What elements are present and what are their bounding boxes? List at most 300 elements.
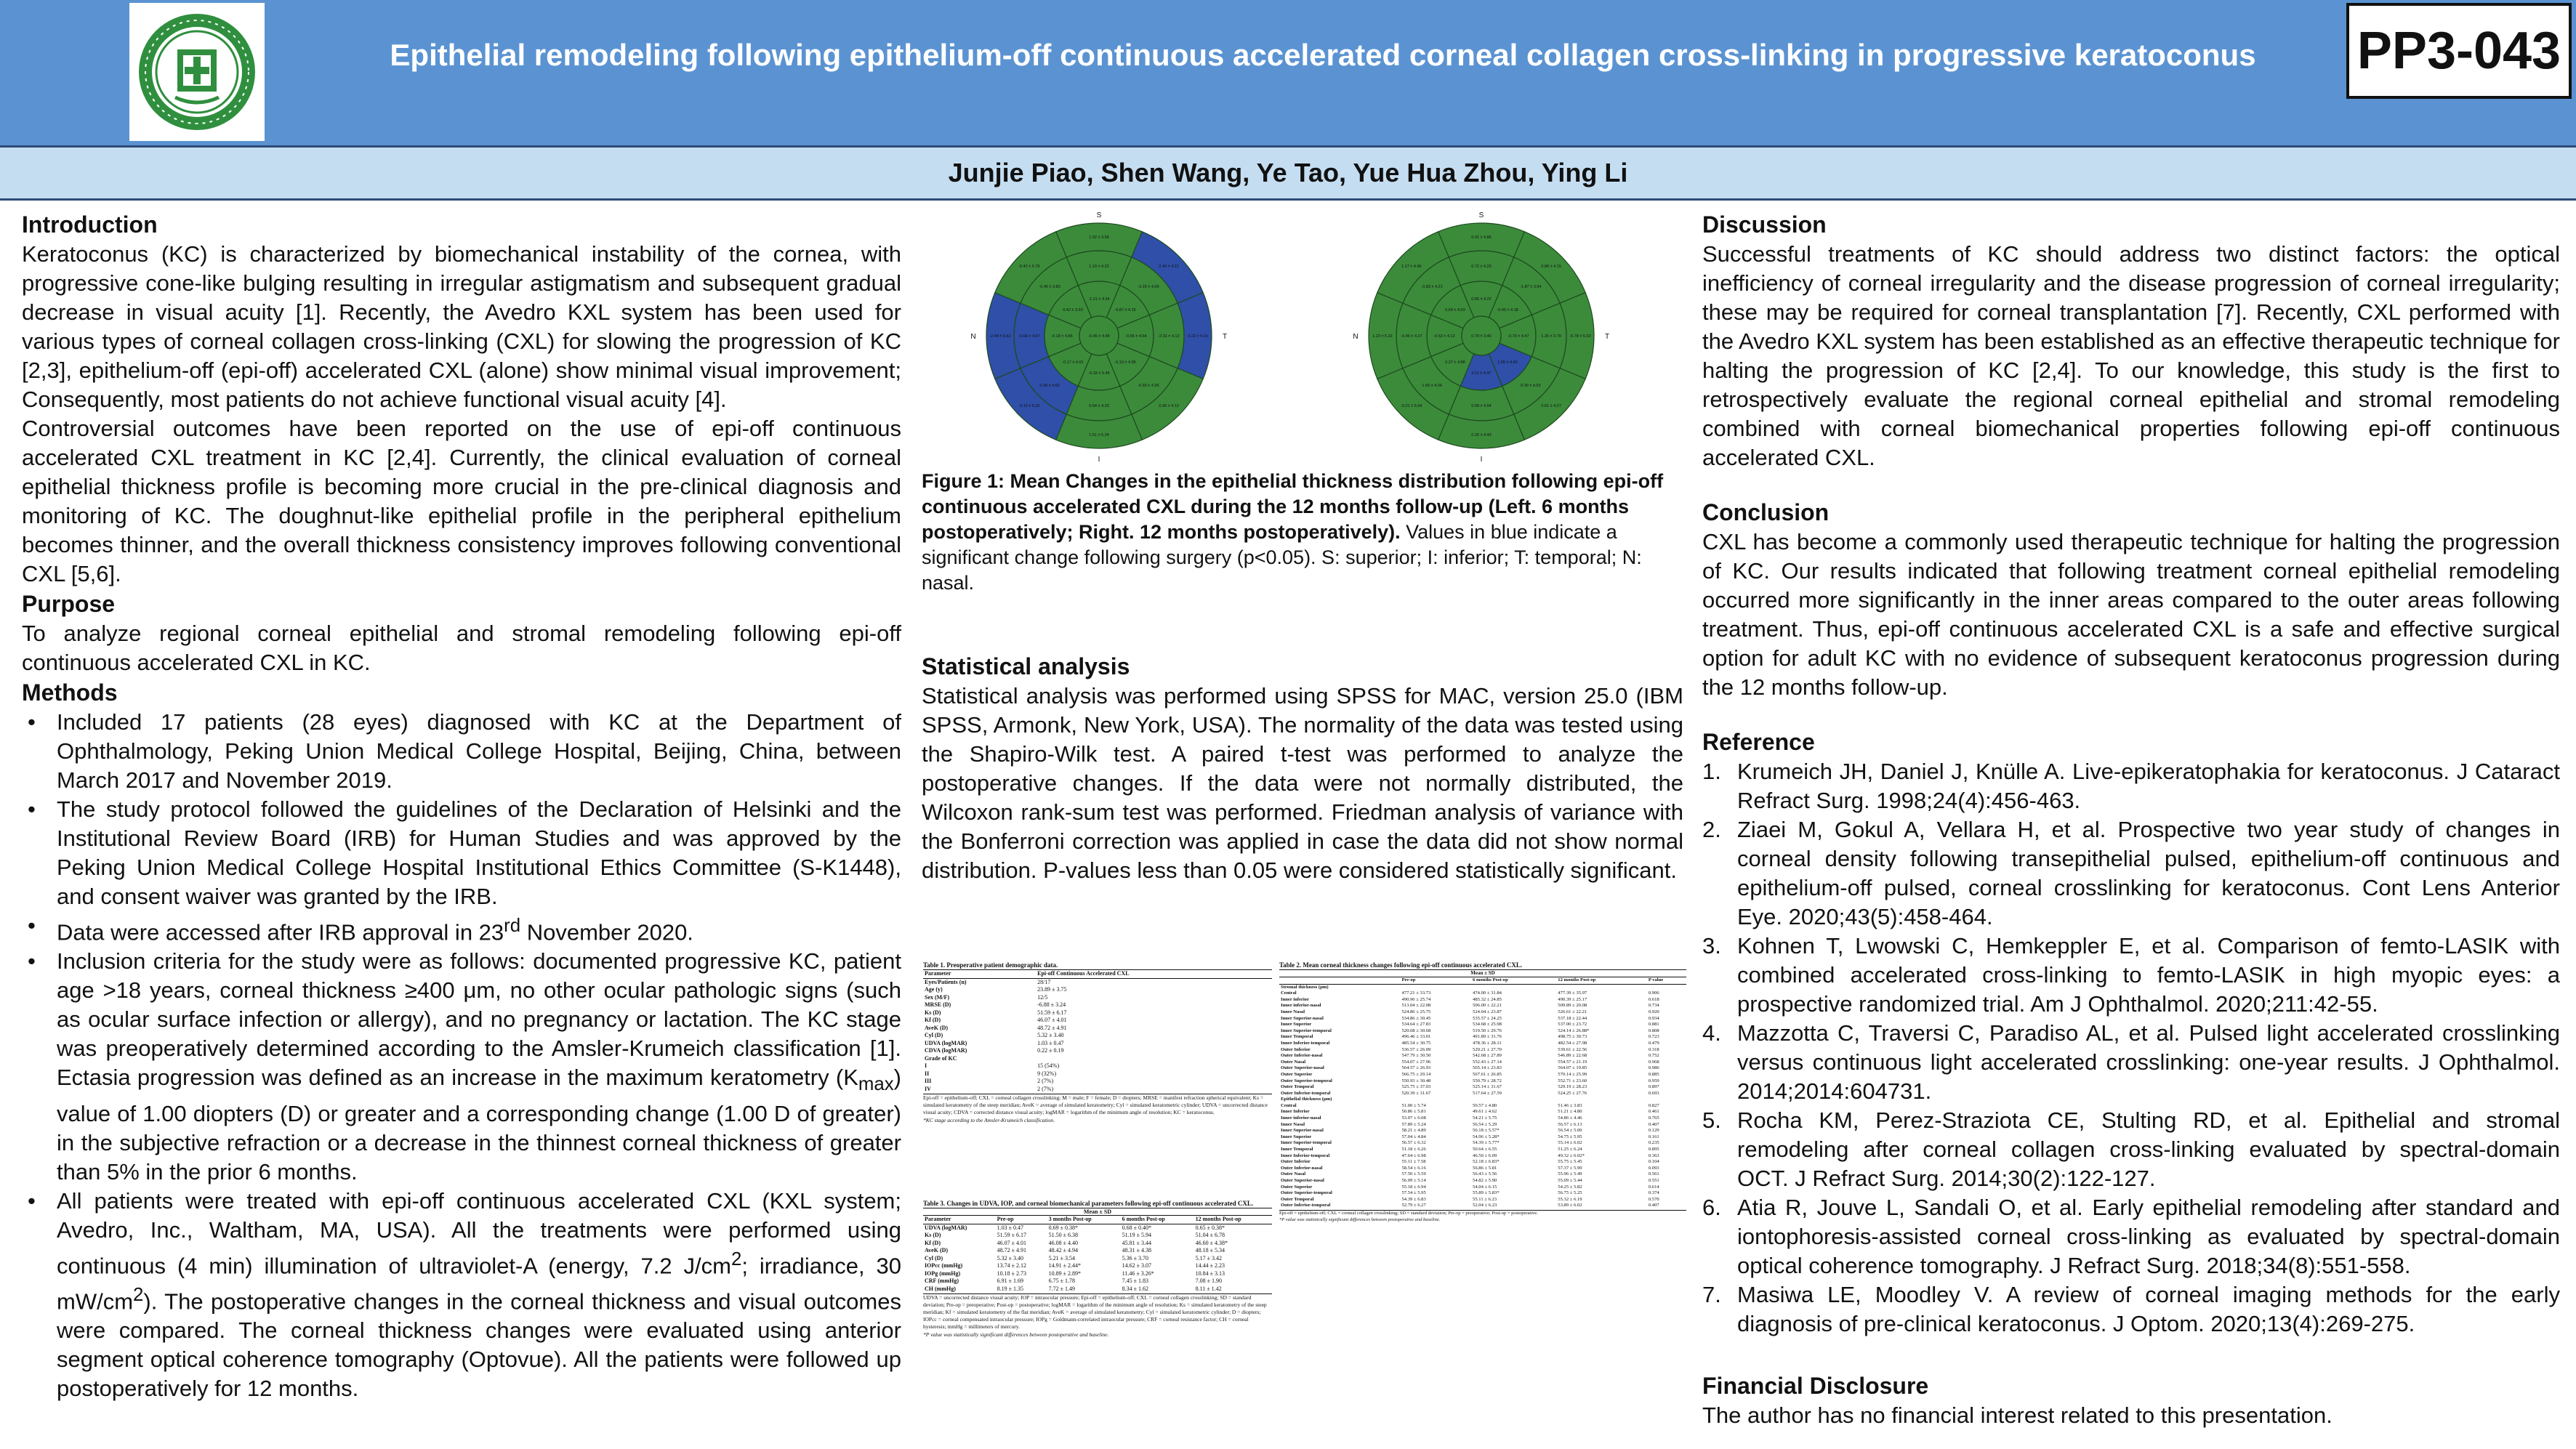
- table-2-section-row: [1279, 1097, 1686, 1103]
- table-2-cell: 546.89 ± 22.68: [1558, 1053, 1587, 1059]
- table-2-cell: 534.86 ± 30.45: [1401, 1015, 1431, 1021]
- table-2-cell: 0.129: [1648, 1128, 1659, 1134]
- map-6-months-sector-value: -0.33 ± 5.49: [1088, 371, 1110, 376]
- table-1-row: [923, 1032, 1272, 1040]
- table-2-cell: 0.986: [1648, 1065, 1659, 1071]
- map-6-months-center-value: -0.45 ± 4.48: [1088, 334, 1110, 339]
- left-column: [22, 209, 901, 1403]
- map-6-months-label-temporal: T: [1222, 333, 1228, 341]
- table-2-row: [1279, 1190, 1686, 1197]
- table-1-cell: 2 (7%): [1037, 1078, 1054, 1084]
- table-2-row: [1279, 1028, 1686, 1035]
- table-2-row: [1279, 990, 1686, 997]
- methods-item-inclusion: [22, 947, 901, 1186]
- table-2-cell: 0.920: [1648, 1009, 1659, 1014]
- table-2-row: [1279, 1203, 1686, 1209]
- table-3-cell: 0.69 ± 0.38*: [1048, 1224, 1079, 1231]
- table-1-cell: 48.72 ± 4.91: [1037, 1024, 1067, 1031]
- table-3-row: [923, 1262, 1272, 1270]
- table-3-cell: IOPg (mmHg): [925, 1270, 961, 1277]
- table-2-cell: 534.68 ± 25.98: [1473, 1022, 1502, 1028]
- table-3-header: 6 months Post-op: [1121, 1216, 1194, 1224]
- map-6-months-sector-value: -0.93 ± 4.35: [1138, 383, 1159, 388]
- table-2-cell: Inner Superior-temporal: [1281, 1140, 1332, 1146]
- table-2-cell: 506.00 ± 22.21: [1473, 1003, 1502, 1009]
- table-2-cell: 567.61 ± 26.85: [1473, 1071, 1502, 1077]
- poster-code: PP3-043: [2346, 3, 2572, 99]
- map-6-months-sector-value: 2.40 ± 4.21: [1159, 264, 1179, 269]
- table-2-cell: Outer Superior-temporal: [1281, 1078, 1332, 1083]
- map-6-months-sector-value: 0.42 ± 3.93: [1063, 307, 1083, 312]
- table-3-cell: 0.68 ± 0.40*: [1122, 1224, 1151, 1231]
- reference-number: 3.: [1702, 933, 1721, 958]
- methods-inclusion-text: Inclusion criteria for the study were as follows: documented progressive KC, patient age >18 years, corneal thickness ≥400 μm, no other ocular pathologic signs (such as ocular surface infection or allergy), and no pregnancy or lactation. The KC stage was preoperatively determined according to the Amsler-Krumeich classification [1]. Ectasia progression was defined as an increase in the maximum keratometry (K: [57, 948, 901, 1091]
- table-2-cell: 56.54 ± 5.00: [1558, 1128, 1582, 1134]
- table-2-header: 12 months Post-op: [1556, 977, 1647, 985]
- table-3-cell: Kf (D): [925, 1239, 941, 1246]
- table-3-cell: IOPcc (mmHg): [925, 1262, 963, 1269]
- financial-heading: Financial Disclosure: [1702, 1373, 1929, 1399]
- table-2-cell: 550.79 ± 28.72: [1473, 1078, 1502, 1083]
- reference-number: 7.: [1702, 1282, 1721, 1307]
- table-2-cell: 554.57 ± 21.19: [1558, 1059, 1587, 1065]
- table-2-cell: Outer Inferior-nasal: [1281, 1053, 1323, 1059]
- table-2-cell: 524.86 ± 25.75: [1401, 1009, 1431, 1014]
- table-2-cell: 55.14 ± 6.02: [1558, 1140, 1582, 1146]
- map-12-months-sector-value: -0.53 ± 4.12: [1433, 334, 1455, 339]
- table-2-cell: 54.21 ± 5.75: [1473, 1115, 1497, 1121]
- map-6-months-sector-value: -0.18 ± 4.86: [1051, 334, 1073, 339]
- map-12-months-sector-value: 0.86 ± 4.15: [1541, 264, 1561, 269]
- table-1-cell: Cyl (D): [925, 1032, 943, 1038]
- table-2-row: [1279, 1009, 1686, 1016]
- reference-text: Kohnen T, Lwowski C, Hemkeppler E, et al. Comparison of femto-LASIK with combined accelerated cross-linking to femto-LASIK in high myopic eyes: a prospective randomized trial. Am J Ophthalmol. 2020;211:42-55.: [1737, 933, 2560, 1017]
- figure-1-caption-bold: Figure 1: Mean Changes in the epithelial thickness distribution following epi-off continuous accelerated CXL during the 12 months follow-up (Left. 6 months postoperatively; Right. 12 months postoperatively).: [922, 470, 1664, 543]
- table-1-cell: II: [925, 1070, 930, 1077]
- conclusion-heading: Conclusion: [1702, 499, 1830, 525]
- table-3-cell: 8.11 ± 1.42: [1195, 1285, 1222, 1292]
- table-3-footnote: UDVA = uncorrected distance visual acuity; IOP = intraocular pressure; Epi-off = epithelium-off; CXL = corneal collagen crosslinking; SD = standard deviation; Pre-op = preoperative; Post-op = postoperative; logMAR = logarithm of the minimum angle of resolution; Ks = simulated keratometry of the steep meridian; Kf = simulated keratometry of the flat meridian; AveK = average of simulated keratometry; Cyl = simulated keratometric cylinder; D = diopters; IOPcc = corneal compensated intraocular pressure; IOPg = Goldmann-correlated intraocular pressure; CRF = corneal resistance factor; CH = corneal hysteresis; mmHg = millimeters of mercury.: [923, 1293, 1272, 1331]
- table-2-cell: 55.11 ± 6.23: [1473, 1196, 1497, 1202]
- map-6-months-sector-value: -1.21 ± 4.34: [1088, 297, 1110, 302]
- table-3-cell: 6.75 ± 1.78: [1048, 1278, 1076, 1284]
- table-2-cell: 517.64 ± 27.59: [1473, 1090, 1502, 1096]
- table-2-cell: Inner inferior-nasal: [1281, 1115, 1321, 1121]
- table-2-cell: 0.808: [1648, 1028, 1659, 1033]
- map-12-months-sector-value: 0.64 ± 4.03: [1445, 307, 1465, 312]
- table-3-cell: 5.21 ± 3.54: [1048, 1254, 1076, 1262]
- table-2-cell: 496.46 ± 33.01: [1401, 1034, 1431, 1040]
- table-2-cell: Inner Superior: [1281, 1134, 1312, 1139]
- table-1-cell: IV: [925, 1085, 931, 1092]
- table-2-cell: 57.50 ± 5.59: [1401, 1171, 1426, 1177]
- table-1-row: [923, 1017, 1272, 1025]
- reference-number: 1.: [1702, 759, 1721, 784]
- map-12-months-sector-value: -0.83 ± 4.21: [1421, 285, 1443, 290]
- table-2-cell: Outer Superior: [1281, 1071, 1313, 1077]
- table-2-body: [1279, 984, 1686, 1209]
- table-2-cell: 52.79 ± 6.27: [1401, 1203, 1426, 1208]
- table-2-cell: 0.618: [1648, 996, 1659, 1002]
- table-2-title: Table 2. Mean corneal thickness changes following epi-off continuous accelerated CXL.: [1279, 961, 1523, 969]
- table-2-cell: 477.39 ± 35.97: [1558, 990, 1587, 996]
- table-2-cell: 0.765: [1648, 1115, 1659, 1121]
- map-6-months-sector-value: -3.19 ± 4.09: [1138, 285, 1159, 290]
- table-2-cell: Outer Inferior-nasal: [1281, 1165, 1323, 1171]
- table-2-cell: Inner Superior-nasal: [1281, 1128, 1324, 1134]
- table-2-cell: 566.75 ± 29.14: [1401, 1071, 1431, 1077]
- map-6-months-sector-value: -0.42 ± 5.79: [1018, 264, 1040, 269]
- table-3-cell: 6.91 ± 1.69: [997, 1278, 1024, 1284]
- table-2-section-row: [1279, 984, 1686, 990]
- financial-text: The author has no financial interest related to this presentation.: [1702, 1402, 2333, 1428]
- table-3-cell: 51.59 ± 6.17: [997, 1232, 1027, 1238]
- table-1-cell: I: [925, 1062, 927, 1069]
- map-6-months-sector-value: 1.51 ± 5.24: [1089, 433, 1109, 437]
- table-2-row: [1279, 1047, 1686, 1054]
- reference-text: Masiwa LE, Moodley V. A review of corneal imaging methods for the early diagnosis of pre-clinical keratoconus. J Optom. 2020;13(4):269-275.: [1737, 1282, 2560, 1336]
- table-2-cell: 50.57 ± 4.80: [1473, 1102, 1497, 1108]
- map-6-months-sector-value: 0.39 ± 4.62: [1039, 383, 1060, 388]
- table-2-header-row: [1279, 977, 1686, 985]
- table-2-header: [1279, 977, 1400, 985]
- table-3-cell: 48.18 ± 5.34: [1195, 1247, 1225, 1254]
- table-2-cell: 537.00 ± 23.72: [1558, 1022, 1587, 1028]
- table-1-cell: 23.89 ± 3.75: [1037, 986, 1067, 993]
- table-2-cell: 54.96 ± 5.28*: [1473, 1134, 1500, 1139]
- table-2-cell: Outer Nasal: [1281, 1171, 1306, 1177]
- table-2-cell: 552.71 ± 23.60: [1558, 1078, 1587, 1083]
- map-12-months-sector-value: 0.85 ± 4.22: [1471, 297, 1492, 302]
- table-3-cell: 10.89 ± 2.89*: [1048, 1270, 1082, 1277]
- table-1-header: Parameter: [923, 970, 1036, 979]
- reference-text: Rocha KM, Perez-Straziota CE, Stulting RD, et al. Epithelial and stromal remodeling after corneal collagen cross-linking evaluated by spectral-domain OCT. J Refract Surg. 2014;30(2):122-127.: [1737, 1107, 2560, 1191]
- table-2-cell: 54.75 ± 5.95: [1558, 1134, 1582, 1139]
- table-2-cell: Inner Nasal: [1281, 1009, 1305, 1014]
- map-12-months-sector-value: -1.87 ± 3.64: [1520, 285, 1542, 290]
- table-3-cell: 11.46 ± 3.26*: [1122, 1270, 1154, 1277]
- table-2-cell: 0.968: [1648, 1059, 1659, 1065]
- table-2-cell: 54.82 ± 5.90: [1473, 1178, 1497, 1183]
- map-6-months-label-superior: S: [1096, 211, 1102, 219]
- table-3-cell: Ks (D): [925, 1232, 941, 1238]
- reference-text: Krumeich JH, Daniel J, Knülle A. Live-epikeratophakia for keratoconus. J Cataract Refract Surg. 1998;24(4):456-463.: [1737, 759, 2560, 813]
- table-2-cell: 534.64 ± 27.83: [1401, 1022, 1431, 1028]
- table-2-cell: 474.00 ± 31.84: [1473, 990, 1502, 996]
- table-2-row: [1279, 1134, 1686, 1141]
- table-2-cell: 482.54 ± 27.98: [1558, 1040, 1587, 1046]
- table-2-cell: 564.07 ± 19.85: [1558, 1065, 1587, 1071]
- table-2: [1279, 961, 1686, 1224]
- table-3: [923, 1199, 1272, 1339]
- table-2-cell: 537.18 ± 22.44: [1558, 1015, 1587, 1021]
- table-3-cell: 7.08 ± 1.90: [1195, 1278, 1222, 1284]
- table-2-group-label: Mean ± SD: [1279, 969, 1686, 977]
- table-1-title: Table 1. Preoperative patient demographic data.: [923, 961, 1058, 969]
- map-12-months-sector-value: 0.27 ± 4.88: [1445, 360, 1465, 366]
- map-12-months-label-nasal: N: [1353, 333, 1359, 341]
- table-2-cell: 55.89 ± 5.83*: [1473, 1190, 1500, 1196]
- table-2-row: [1279, 1166, 1686, 1172]
- table-2-cell: Inner Superior: [1281, 1022, 1312, 1028]
- table-2-cell: 0.235: [1648, 1140, 1659, 1146]
- table-3-cell: CRF (mmHg): [925, 1278, 959, 1284]
- table-2-cell: 519.50 ± 29.76: [1473, 1028, 1502, 1033]
- table-2-cell: 57.04 ± 4.84: [1401, 1134, 1426, 1139]
- table-2-cell: Outer Superior-nasal: [1281, 1178, 1324, 1183]
- table-3-cell: 51.19 ± 5.94: [1122, 1232, 1151, 1238]
- table-2-cell: 525.14 ± 31.67: [1473, 1084, 1502, 1090]
- table-3-row: [923, 1285, 1272, 1293]
- table-2-cell: 524.25 ± 27.76: [1558, 1090, 1587, 1096]
- reference-heading: Reference: [1702, 729, 1815, 755]
- right-column: [1702, 209, 2560, 1430]
- table-2-cell: 498.75 ± 30.73: [1558, 1034, 1587, 1040]
- reference-list: [1702, 757, 2560, 1339]
- table-3-cell: 14.91 ± 2.44*: [1048, 1262, 1082, 1269]
- table-1-body: [923, 978, 1272, 1093]
- table-1-row: [923, 1070, 1272, 1078]
- table-1-row: [923, 1062, 1272, 1070]
- table-2-cell: 0.374: [1648, 1190, 1659, 1196]
- table-2-row: [1279, 1016, 1686, 1022]
- table-2-cell: 51.18 ± 6.26: [1401, 1147, 1426, 1153]
- table-2-cell: 0.318: [1648, 1046, 1659, 1052]
- table-2-row: [1279, 1109, 1686, 1115]
- table-2-cell: Inner Temporal: [1281, 1147, 1313, 1153]
- table-3-header: Parameter: [923, 1216, 996, 1224]
- table-2-row: [1279, 1072, 1686, 1078]
- table-3-cell: 46.60 ± 4.38*: [1195, 1239, 1228, 1246]
- table-1-row: [923, 1040, 1272, 1048]
- table-2-row: [1279, 1003, 1686, 1009]
- table-2-cell: Outer Superior-nasal: [1281, 1065, 1324, 1071]
- table-2-cell: 56.75 ± 5.25: [1558, 1190, 1582, 1196]
- map-12-months-sector-value: 0.25 ± 4.43: [1471, 433, 1492, 437]
- table-3-footnote-2: *P value was statistically significant differences between postoperative and baseline.: [923, 1331, 1109, 1338]
- table-2-cell: Inner Superior-temporal: [1281, 1028, 1332, 1033]
- table-2-cell: 490.96 ± 25.74: [1401, 996, 1431, 1002]
- table-3-cell: 1.03 ± 0.47: [997, 1224, 1024, 1231]
- table-2-cell: 529.21 ± 27.70: [1473, 1046, 1502, 1052]
- methods-treatment-c: ). The postoperative changes in the corneal thickness and visual outcomes were compared. The corneal thickness changes were evaluated using anterior segment optical coherence tomography (Optovue). All the patients were followed up postoperatively for 12 months.: [57, 1288, 901, 1402]
- table-2-row: [1279, 1103, 1686, 1110]
- table-3-cell: 8.34 ± 1.62: [1122, 1285, 1148, 1292]
- table-2-cell: 539.61 ± 22.56: [1558, 1046, 1587, 1052]
- reference-number: 2.: [1702, 817, 1721, 842]
- table-2-header: P value: [1647, 977, 1686, 985]
- reference-item: [1702, 1280, 2560, 1339]
- table-3-cell: 13.74 ± 2.12: [997, 1262, 1027, 1269]
- table-2-row: [1279, 1065, 1686, 1072]
- table-3-cell: UDVA (logMAR): [925, 1224, 967, 1231]
- map-6-months-sector-value: 0.96 ± 4.12: [1159, 404, 1179, 409]
- methods-treatment-sup1: 2: [730, 1248, 742, 1270]
- table-2-cell: 485.54 ± 30.75: [1401, 1040, 1431, 1046]
- methods-inclusion-rest: ) value of 1.00 diopters (D) or greater and a corresponding change (1.00 D of greater) in the subjective refraction or a decrease in the thinnest corneal thickness of greater than 5% in the prior 6 months.: [57, 1065, 901, 1184]
- table-3-header: 12 months Post-op: [1194, 1216, 1272, 1224]
- table-2-cell: 0.551: [1648, 1178, 1659, 1183]
- reference-number: 4.: [1702, 1020, 1721, 1046]
- table-3-cell: 48.31 ± 4.38: [1122, 1247, 1151, 1254]
- table-2-cell: 52.18 ± 6.83*: [1473, 1159, 1500, 1165]
- table-3-cell: 14.44 ± 2.23: [1195, 1262, 1225, 1269]
- table-2-cell: 554.07 ± 27.96: [1401, 1059, 1431, 1065]
- table-2-cell: 565.14 ± 23.83: [1473, 1065, 1502, 1071]
- table-2-cell: 0.906: [1648, 990, 1659, 996]
- table-3-body: [923, 1224, 1272, 1293]
- table-2-cell: Outer Nasal: [1281, 1059, 1306, 1065]
- table-1-cell: 0.22 ± 0.19: [1037, 1047, 1064, 1054]
- purpose-text: To analyze regional corneal epithelial and stromal remodeling following epi-off continuous accelerated CXL in KC.: [22, 621, 901, 675]
- table-3-row: [923, 1247, 1272, 1255]
- table-2-cell: 524.14 ± 26.88*: [1558, 1028, 1590, 1033]
- discussion-heading: Discussion: [1702, 211, 1827, 238]
- purpose-heading: Purpose: [22, 591, 116, 617]
- table-2-cell: Inner inferior: [1281, 996, 1309, 1002]
- map-12-months-sector-value: 1.05 ± 4.42: [1497, 360, 1518, 366]
- table-1-cell: 46.07 ± 4.01: [1037, 1017, 1067, 1023]
- table-2-cell: 0.479: [1648, 1040, 1659, 1046]
- table-2-cell: 478.36 ± 28.11: [1473, 1040, 1502, 1046]
- table-2-cell: 0.885: [1648, 1071, 1659, 1077]
- table-2-cell: 50.64 ± 6.55: [1473, 1147, 1497, 1153]
- table-2-row: [1279, 1091, 1686, 1097]
- table-2-cell: 0.461: [1648, 1109, 1659, 1115]
- introduction-paragraph-1: Keratoconus (KC) is characterized by biomechanical instability of the cornea, with progressive cone-like bulging resulting in irregular astigmatism and subsequent gradual decrease in visual acuity [1]. Recently, the Avedro KXL system has been used for various types of corneal collagen cross-linking (CXL) for slowing the progression of KC [2,3], epithelium-off (epi-off) accelerated CXL (alone) show minimal visual improvement; Consequently, most patients do not achieve functional visual acuity [4].: [22, 241, 901, 412]
- map-6-months-sector-value: 1.10 ± 4.22: [1089, 265, 1109, 269]
- table-2-cell: 570.14 ± 25.99: [1558, 1071, 1587, 1077]
- table-1-cell: 1.03 ± 0.47: [1037, 1039, 1064, 1046]
- table-2-row: [1279, 1153, 1686, 1160]
- map-12-months-label-inferior: I: [1480, 456, 1483, 464]
- map-12-months-center-value: 0.79 ± 3.46: [1471, 334, 1492, 339]
- table-3-grid: [923, 1215, 1272, 1293]
- table-2-cell: 56.09 ± 5.14: [1401, 1178, 1426, 1183]
- table-2-cell: 0.723: [1648, 1034, 1659, 1040]
- table-3-cell: 51.04 ± 6.78: [1195, 1232, 1225, 1238]
- reference-item: [1702, 1106, 2560, 1193]
- table-2-cell: 0.895: [1648, 1147, 1659, 1153]
- table-2-cell: 46.50 ± 6.09: [1473, 1153, 1497, 1158]
- table-2-cell: Outer Inferior-temporal: [1281, 1203, 1331, 1208]
- map-12-months-label-superior: S: [1478, 211, 1484, 219]
- table-2-cell: Outer Superior-temporal: [1281, 1190, 1332, 1196]
- seal-icon: [135, 10, 259, 134]
- table-3-cell: 8.19 ± 1.35: [997, 1285, 1024, 1292]
- map-6-months-sector-value: -0.65 ± 4.64: [1125, 334, 1147, 339]
- table-1-cell: Kf (D): [925, 1017, 941, 1023]
- methods-access-sup: rd: [504, 916, 521, 936]
- table-2-cell: 47.64 ± 6.98: [1401, 1153, 1426, 1158]
- methods-treatment-b: ; irradiance, 30 mW/cm: [57, 1252, 902, 1315]
- table-2-row: [1279, 1022, 1686, 1028]
- table-1-cell: 51.59 ± 6.17: [1037, 1009, 1067, 1016]
- reference-item: [1702, 1193, 2560, 1280]
- table-2-cell: 550.93 ± 30.48: [1401, 1078, 1431, 1083]
- table-2-row: [1279, 1140, 1686, 1147]
- table-2-cell: 0.959: [1648, 1078, 1659, 1083]
- table-2-row: [1279, 1128, 1686, 1134]
- table-1-cell: 5.32 ± 3.40: [1037, 1032, 1064, 1038]
- table-3-cell: 5.36 ± 3.70: [1122, 1254, 1148, 1262]
- table-3-cell: 48.42 ± 4.94: [1048, 1247, 1079, 1254]
- methods-list: [22, 708, 901, 1403]
- table-2-cell: Central: [1281, 990, 1297, 996]
- table-2-cell: 0.093: [1648, 1165, 1659, 1171]
- table-2-row: [1279, 1041, 1686, 1047]
- table-2-cell: 51.00 ± 5.74: [1401, 1102, 1426, 1108]
- table-2-cell: Outer Inferior: [1281, 1159, 1311, 1165]
- table-1-row: [923, 978, 1272, 986]
- table-2-cell: 52.04 ± 6.23: [1473, 1203, 1497, 1208]
- table-2-cell: 0.561: [1648, 1171, 1659, 1177]
- table-2-cell: 54.86 ± 4.46: [1558, 1115, 1582, 1121]
- table-2-cell: Outer Temporal: [1281, 1196, 1314, 1202]
- map-6-months-label-nasal: N: [970, 333, 976, 341]
- table-2-row: [1279, 1078, 1686, 1085]
- table-2-cell: 55.11 ± 7.58: [1401, 1159, 1426, 1165]
- methods-inclusion-sub: max: [858, 1074, 894, 1095]
- table-1-row: [923, 994, 1272, 1002]
- table-1-cell: Age (y): [925, 986, 943, 993]
- table-2-cell: 0.827: [1648, 1102, 1659, 1108]
- table-2-cell: 54.39 ± 5.77*: [1473, 1140, 1500, 1146]
- table-2-cell: 0.363: [1648, 1153, 1659, 1158]
- table-2-cell: 49.32 ± 6.02*: [1558, 1153, 1585, 1158]
- table-3-cell: 10.84 ± 3.13: [1195, 1270, 1225, 1277]
- table-3-header-row: [923, 1216, 1272, 1224]
- table-1-row: [923, 1047, 1272, 1055]
- table-1-cell: 9 (32%): [1037, 1070, 1057, 1077]
- table-2-row: [1279, 1059, 1686, 1066]
- methods-heading: Methods: [22, 679, 118, 706]
- table-2-cell: 509.89 ± 20.08: [1558, 1003, 1587, 1009]
- table-1-footnote-2: *KC stage according to the Amsler-Krumeich classification.: [923, 1117, 1055, 1123]
- table-2-cell: 535.57 ± 24.25: [1473, 1015, 1502, 1021]
- table-3-cell: 51.50 ± 6.38: [1048, 1232, 1079, 1238]
- table-2-cell: 53.07 ± 6.08: [1401, 1115, 1426, 1121]
- map-12-months-label-temporal: T: [1604, 333, 1610, 341]
- methods-item-treatment: [22, 1187, 901, 1404]
- table-1-cell: Grade of KC: [925, 1054, 957, 1062]
- table-2-cell: Inner Inferior: [1281, 1109, 1310, 1115]
- map-12-months-sector-value: 0.39 ± 4.53: [1521, 383, 1541, 388]
- table-1-cell: -6.88 ± 3.24: [1037, 1001, 1066, 1008]
- methods-item-patients: • Included 17 patients (28 eyes) diagnosed with KC at the Department of Ophthalmology, Peking Union Medical College Hospital, Beijing, China, between March 2017 and November 2019.: [22, 708, 901, 795]
- map-6-months-sector-value: 0.54 ± 4.23: [1089, 404, 1109, 408]
- map-12-months-sector-value: 0.61 ± 4.27: [1541, 404, 1561, 409]
- table-1-cell: MRSE (D): [925, 1001, 951, 1008]
- table-2-footnote: Epi-off = epithelium-off; CXL = corneal collagen crosslinking; SD = standard deviation; Pre-op = preoperative; Post-op = postoperative.: [1279, 1210, 1686, 1217]
- reference-item: [1702, 815, 2560, 932]
- table-2-cell: Central: [1281, 1102, 1297, 1108]
- table-2-cell: 552.43 ± 27.14: [1473, 1059, 1502, 1065]
- table-2-row: [1279, 1034, 1686, 1041]
- table-2-cell: 0.934: [1648, 1015, 1659, 1021]
- table-2-cell: 542.68 ± 27.89: [1473, 1053, 1502, 1059]
- table-2-cell: 54.39 ± 6.83: [1401, 1196, 1426, 1202]
- figure-1-caption: [922, 469, 1685, 596]
- table-3-row: [923, 1224, 1272, 1232]
- table-2-row: [1279, 1159, 1686, 1166]
- table-2-cell: 51.21 ± 4.80: [1558, 1109, 1582, 1115]
- table-1-header: Epi-off Continuous Accelerated CXL: [1036, 970, 1272, 979]
- table-2-cell: 50.86 ± 5.81: [1401, 1109, 1426, 1115]
- table-3-row: [923, 1270, 1272, 1278]
- table-2-cell: 49.61 ± 4.62: [1473, 1109, 1497, 1115]
- map-6-months-sector-value: -0.87 ± 4.15: [1114, 307, 1136, 312]
